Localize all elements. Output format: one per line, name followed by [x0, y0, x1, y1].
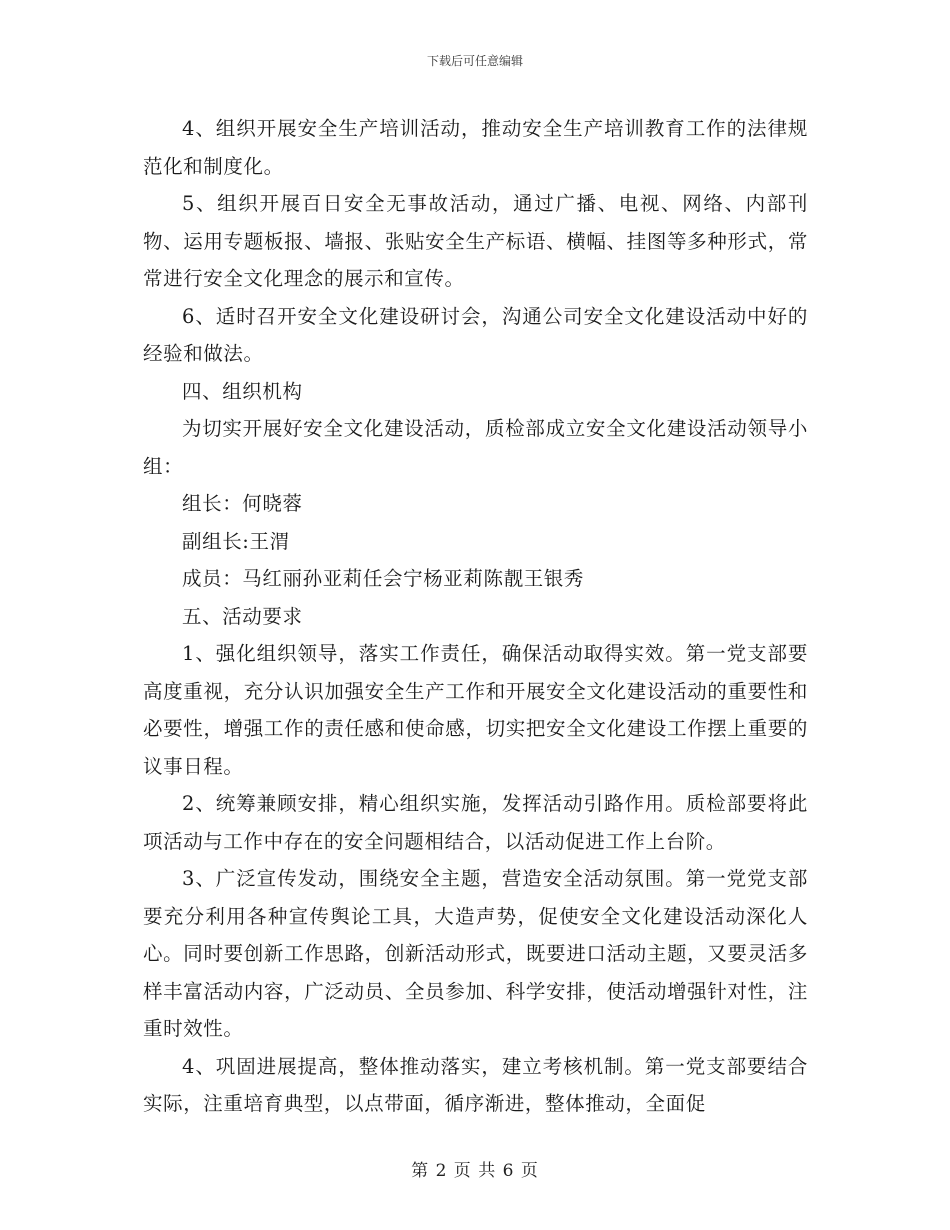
- group-members: 成员：马红丽孙亚莉任会宁杨亚莉陈靓王银秀: [182, 567, 585, 590]
- document-body: [143, 110, 808, 1123]
- header-note: 下载后可任意编辑: [426, 54, 523, 68]
- requirement-2-arrangement: 2、统筹兼顾安排，精心组织实施，发挥活动引路作用。质检部要将此项活动与工作中存在的安全问题相结合，以活动促进工作上台阶。: [143, 792, 808, 853]
- paragraph-item-5-hundred-days: 5、组织开展百日安全无事故活动，通过广播、电视、网络、内部刊物、运用专题板报、墙报、张贴安全生产标语、横幅、挂图等多种形式，常常进行安全文化理念的展示和宣传。: [143, 192, 808, 290]
- group-leader: 组长：何晓蓉: [182, 492, 303, 515]
- paragraph-item-4-training: 4、组织开展安全生产培训活动，推动安全生产培训教育工作的法律规范化和制度化。: [143, 117, 808, 178]
- page-number-footer: 第 2 页 共 6 页: [411, 1161, 539, 1181]
- requirement-4-assessment: 4、巩固进展提高，整体推动落实，建立考核机制。第一党支部要结合实际，注重培育典型，以点带面，循序渐进，整体推动，全面促: [143, 1054, 808, 1115]
- section-heading-requirements: 五、活动要求: [182, 604, 303, 628]
- requirement-3-publicity: 3、广泛宣传发动，围绕安全主题，营造安全活动氛围。第一党党支部要充分利用各种宣传舆论工具，大造声势，促使安全文化建设活动深化人心。同时要创新工作思路，创新活动形式，既要进口活动主题，又要灵活多样丰富活动内容，广泛动员、全员参加、科学安排，使活动增强针对性，注重时效性。: [143, 867, 808, 1040]
- paragraph-leading-group: 为切实开展好安全文化建设活动，质检部成立安全文化建设活动领导小组：: [143, 417, 808, 478]
- requirement-1-leadership: 1、强化组织领导，落实工作责任，确保活动取得实效。第一党支部要高度重视，充分认识加强安全生产工作和开展安全文化建设活动的重要性和必要性，增强工作的责任感和使命感，切实把安全文化建设工作摆上重要的议事日程。: [143, 642, 808, 778]
- paragraph-item-6-seminar: 6、适时召开安全文化建设研讨会，沟通公司安全文化建设活动中好的经验和做法。: [143, 304, 808, 365]
- section-heading-organization: 四、组织机构: [182, 379, 303, 403]
- deputy-leader: 副组长:王渭: [182, 529, 290, 553]
